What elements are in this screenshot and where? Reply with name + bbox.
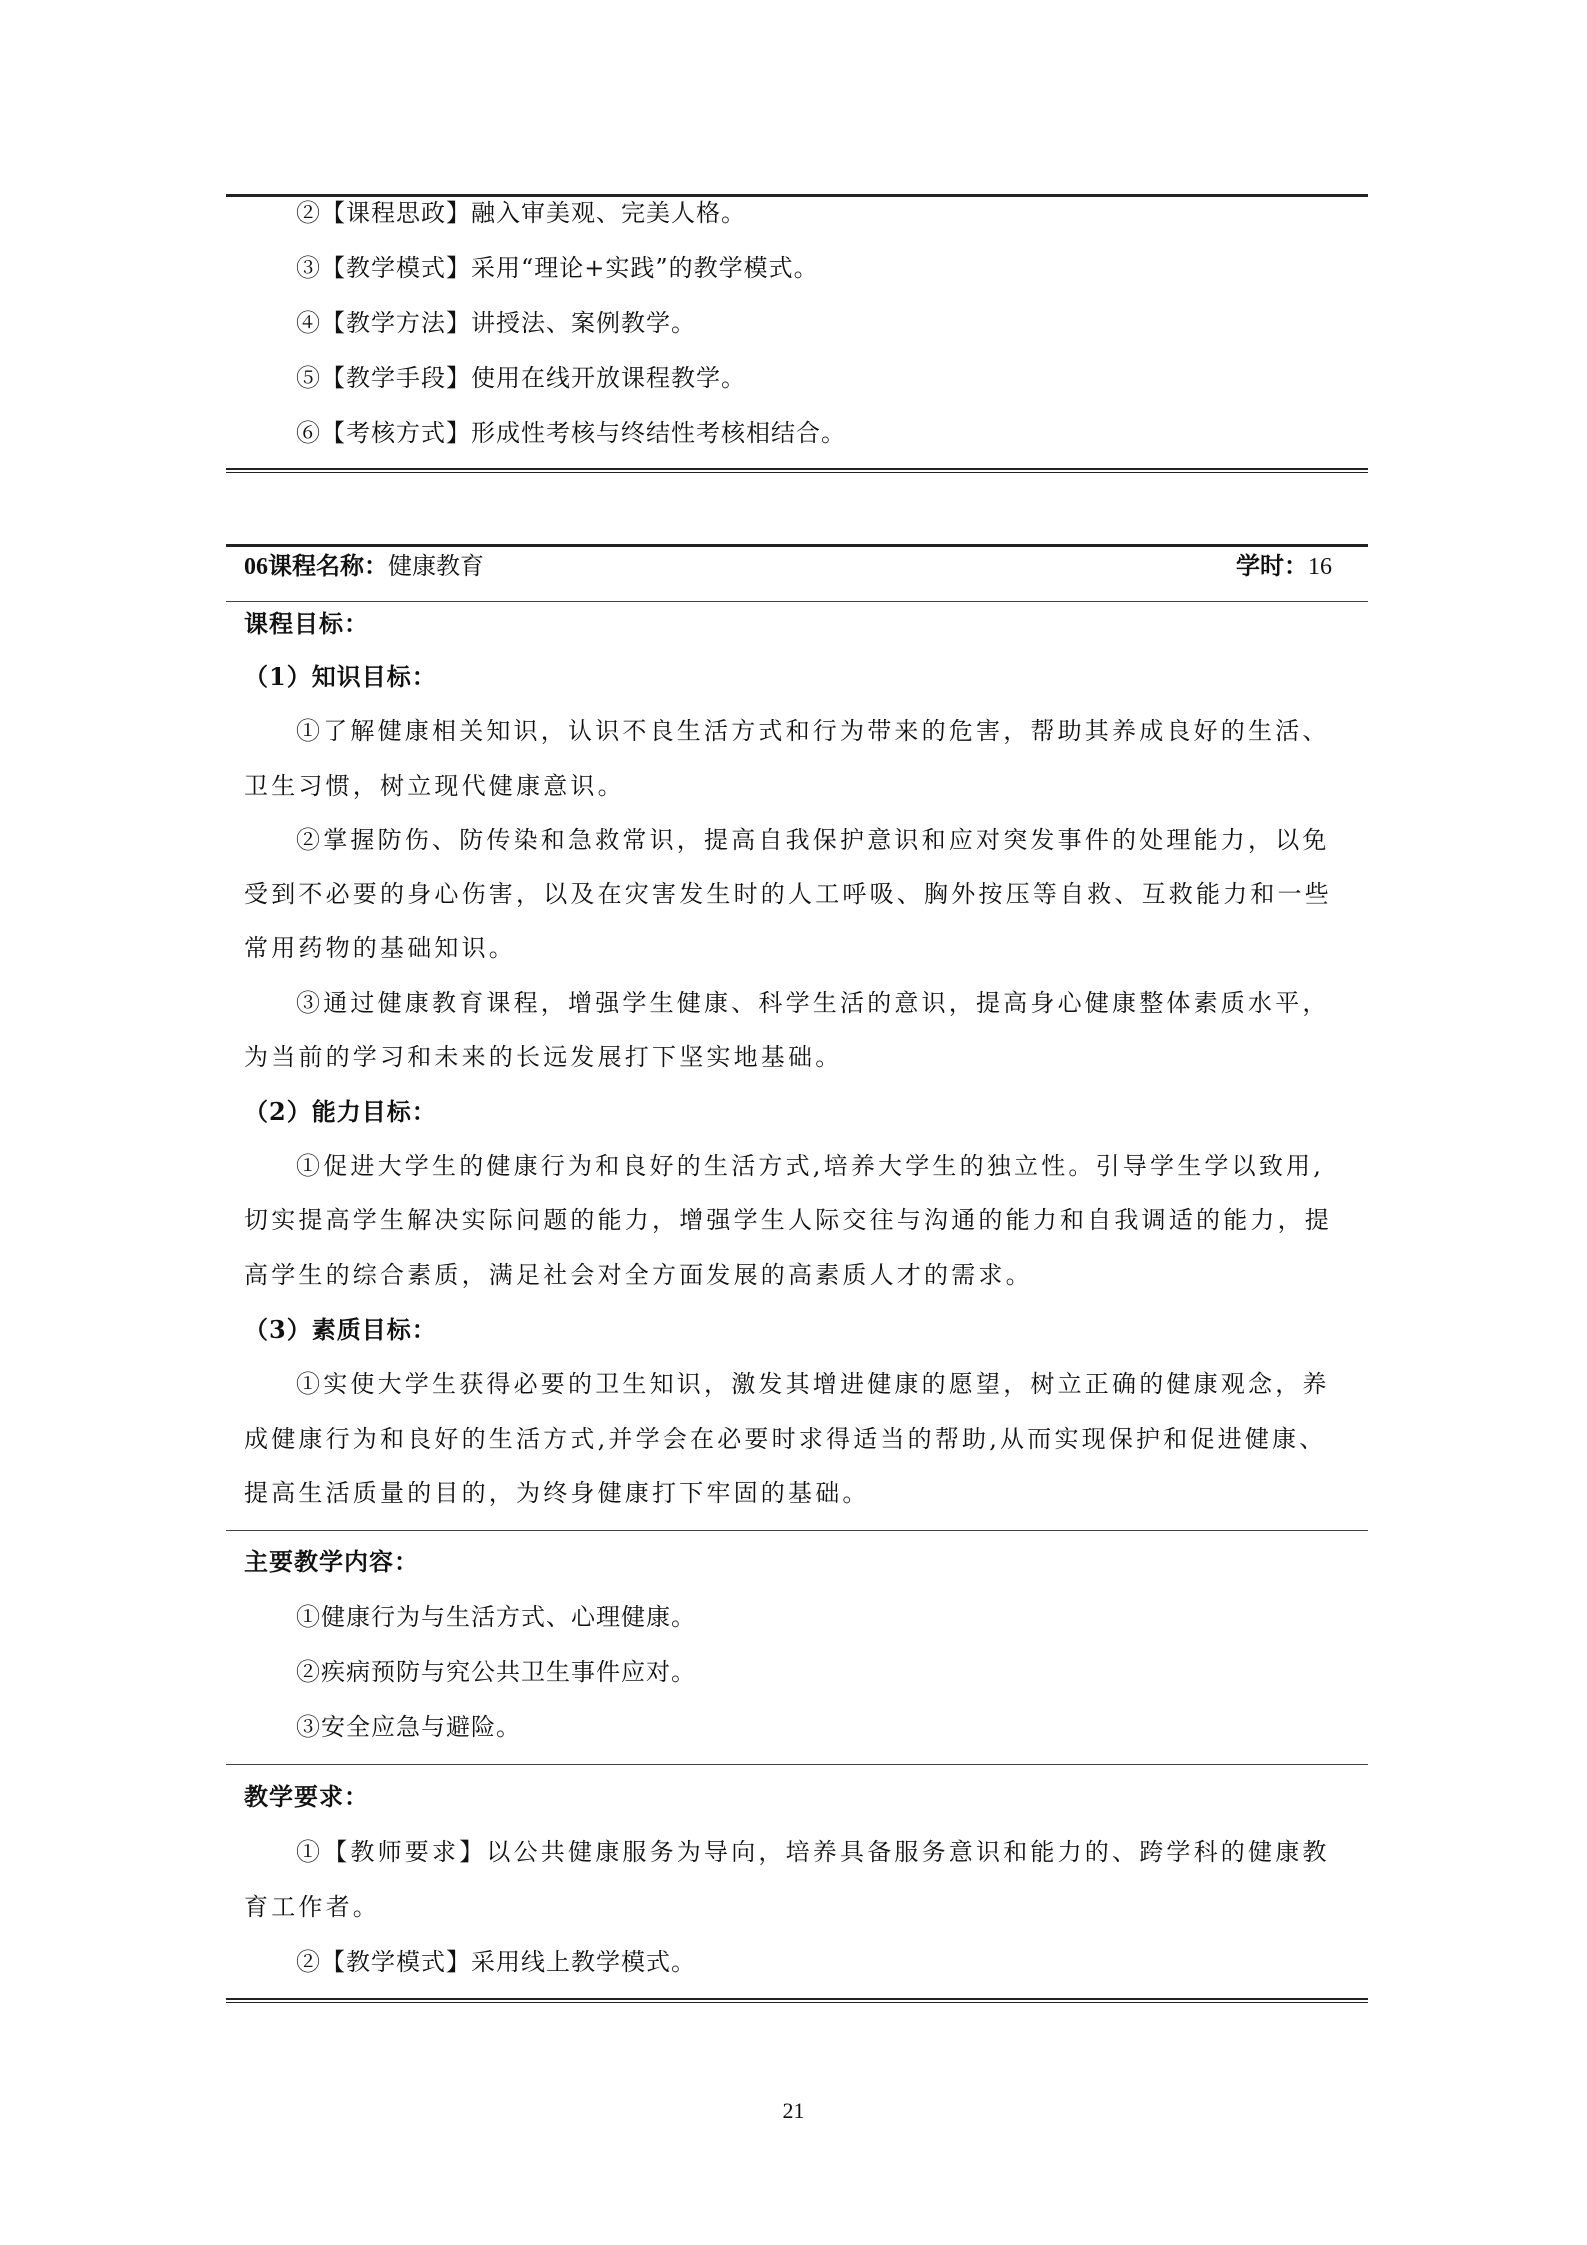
- course-name-label: 课程名称：: [268, 551, 388, 580]
- paragraph-line: 成健康行为和良好的生活方式,并学会在必要时求得适当的帮助,从而实现保护和促进健康、: [244, 1425, 1327, 1453]
- list-item: ⑤【教学手段】使用在线开放课程教学。: [296, 364, 746, 392]
- paragraph-line: ③通过健康教育课程，增强学生健康、科学生活的意识，提高身心健康整体素质水平，: [296, 989, 1330, 1017]
- paragraph-line: ①促进大学生的健康行为和良好的生活方式,培养大学生的独立性。引导学生学以致用,: [296, 1152, 1325, 1180]
- hours-label: 学时：: [1236, 551, 1308, 580]
- course-name: 健康教育: [388, 552, 484, 580]
- list-item: ⑥【考核方式】形成性考核与终结性考核相结合。: [296, 419, 846, 447]
- page-number: 21: [782, 2098, 805, 2123]
- requirements-heading: 教学要求：: [244, 1782, 369, 1811]
- paragraph-line: 为当前的学习和未来的长远发展打下坚实地基础。: [244, 1043, 843, 1071]
- objectives-end-rule: [226, 1530, 1368, 1531]
- course-header: [244, 549, 1344, 584]
- paragraph-line: ②掌握防伤、防传染和急救常识，提高自我保护意识和应对突发事件的处理能力，以免: [296, 826, 1330, 854]
- ability-heading: （2）能力目标：: [244, 1097, 437, 1126]
- list-item: ②【课程思政】融入审美观、完美人格。: [296, 199, 746, 227]
- course-top-rule: [226, 544, 1368, 547]
- paragraph-line: 常用药物的基础知识。: [244, 934, 516, 962]
- content-end-rule: [226, 1764, 1368, 1765]
- list-item: ②疾病预防与究公共卫生事件应对。: [296, 1658, 696, 1686]
- content-heading: 主要教学内容：: [244, 1547, 419, 1576]
- course-number: 06: [244, 554, 268, 580]
- hours-value: 16: [1308, 554, 1332, 580]
- paragraph-line: ①实使大学生获得必要的卫生知识，激发其增进健康的愿望，树立正确的健康观念，养: [296, 1370, 1330, 1398]
- list-item: ①健康行为与生活方式、心理健康。: [296, 1603, 696, 1631]
- paragraph-line: ①【教师要求】以公共健康服务为导向，培养具备服务意识和能力的、跨学科的健康教: [296, 1838, 1330, 1866]
- list-item: ④【教学方法】讲授法、案例教学。: [296, 309, 696, 337]
- bottom-rule: [226, 1998, 1368, 2003]
- list-item: ③安全应急与避险。: [296, 1713, 521, 1741]
- quality-heading: （3）素质目标：: [244, 1315, 437, 1344]
- paragraph-line: 提高生活质量的目的，为终身健康打下牢固的基础。: [244, 1479, 870, 1507]
- paragraph-line: 受到不必要的身心伤害，以及在灾害发生时的人工呼吸、胸外按压等自救、互救能力和一些: [244, 880, 1332, 908]
- paragraph-line: 育工作者。: [244, 1893, 380, 1921]
- list-item: ②【教学模式】采用线上教学模式。: [296, 1948, 696, 1976]
- course-header-rule: [226, 601, 1368, 602]
- course-hours: [1236, 549, 1332, 584]
- paragraph-line: 高学生的综合素质，满足社会对全方面发展的高素质人才的需求。: [244, 1261, 1033, 1289]
- paragraph-line: 卫生习惯，树立现代健康意识。: [244, 772, 625, 800]
- section-end-rule: [226, 468, 1368, 473]
- list-item: ③【教学模式】采用“理论+实践”的教学模式。: [296, 254, 819, 282]
- paragraph-line: ①了解健康相关知识，认识不良生活方式和行为带来的危害，帮助其养成良好的生活、: [296, 717, 1330, 745]
- paragraph-line: 切实提高学生解决实际问题的能力，增强学生人际交往与沟通的能力和自我调适的能力，提: [244, 1206, 1332, 1234]
- objectives-heading: 课程目标：: [244, 609, 369, 638]
- knowledge-heading: （1）知识目标：: [244, 662, 437, 691]
